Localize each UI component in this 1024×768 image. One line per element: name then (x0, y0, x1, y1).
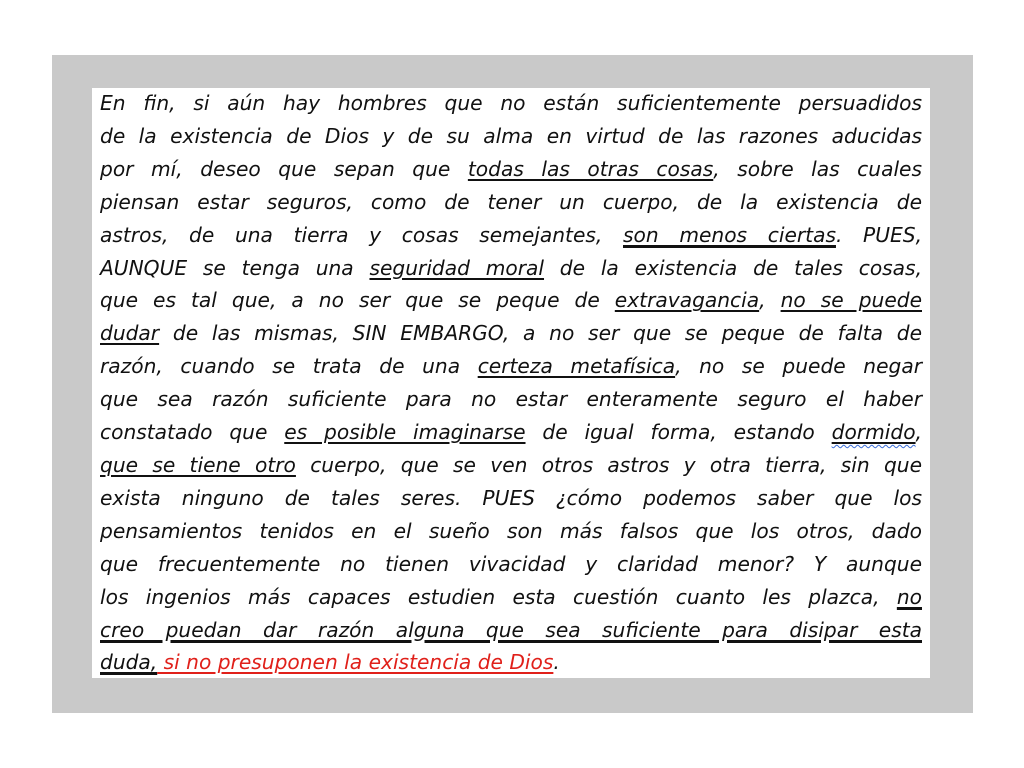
underlined-phrase: es posible imaginarse (284, 420, 526, 445)
spellcheck-mark: dormido (831, 420, 916, 445)
red-underlined-phrase: si no presuponen la existencia de Dios (157, 650, 554, 675)
text-line: de la existencia de Dios y de su alma en virtud de las razones aducidas (100, 123, 922, 148)
text-line: constatado que es posible imaginarse de igual forma, estando dormido, (100, 420, 922, 445)
document-text-box (92, 88, 930, 678)
text-line: astros, de una tierra y cosas semejantes, son menos ciertas. PUES, (100, 222, 922, 247)
underlined-phrase (832, 420, 916, 444)
underlined-phrase: extravagancia (614, 288, 760, 313)
underlined-phrase: son menos ciertas (623, 222, 836, 247)
text-line: En fin, si aún hay hombres que no están suficientemente persuadidos (100, 91, 922, 115)
underlined-phrase: todas las otras cosas (467, 156, 714, 181)
text-line: que es tal que, a no ser que se peque de extravagancia, no se puede (100, 288, 922, 313)
underlined-phrase: duda, (100, 650, 158, 675)
underlined-phrase: creo puedan dar razón alguna que sea suficiente para disipar esta (100, 617, 922, 642)
text-line: por mí, deseo que sepan que todas las otras cosas, sobre las cuales (100, 156, 922, 181)
underlined-phrase: no (896, 584, 922, 609)
text-line: los ingenios más capaces estudien esta cuestión cuanto les plazca, no (100, 584, 922, 609)
text-line: AUNQUE se tenga una seguridad moral de la existencia de tales cosas, (100, 255, 922, 280)
text-line: pensamientos tenidos en el sueño son más falsos que los otros, dado (100, 518, 922, 543)
text-line: dudar de las mismas, SIN EMBARGO, a no ser que se peque de falta de (100, 321, 922, 346)
text-line: que sea razón suficiente para no estar enteramente seguro el haber (100, 387, 922, 412)
text-line: que frecuentemente no tienen vivacidad y claridad menor? Y aunque (100, 551, 922, 576)
text-line: piensan estar seguros, como de tener un cuerpo, de la existencia de (100, 189, 922, 214)
underlined-phrase: dudar (100, 321, 160, 346)
text-line (100, 614, 922, 647)
text-line: que se tiene otro cuerpo, que se ven otros astros y otra tierra, sin que (100, 452, 923, 477)
text-line: razón, cuando se trata de una certeza metafísica, no se puede negar (100, 354, 922, 379)
underlined-phrase: certeza metafísica (477, 354, 676, 379)
text-line: exista ninguno de tales seres. PUES ¿cómo podemos saber que los (100, 485, 922, 510)
text-line: duda, si no presuponen la existencia de Dios. (100, 650, 560, 675)
paragraph (100, 88, 922, 679)
underlined-phrase: que se tiene otro (100, 452, 296, 477)
underlined-phrase: seguridad moral (369, 255, 545, 280)
underlined-phrase: no se puede (780, 288, 922, 313)
